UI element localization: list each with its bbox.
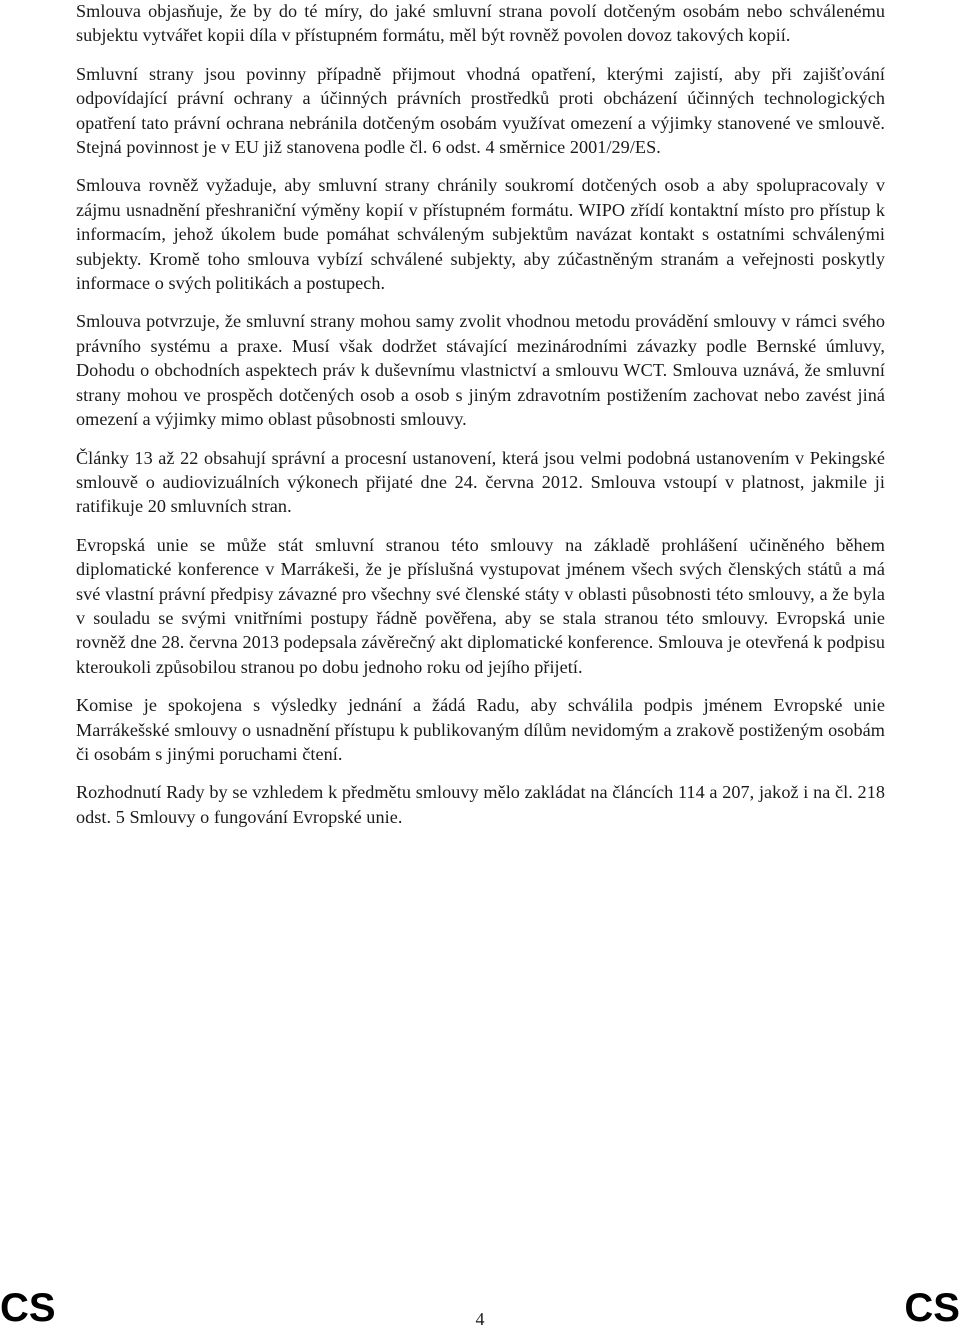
footer-language-code-left: CS <box>0 1286 56 1330</box>
document-body <box>76 0 885 843</box>
paragraph-implementation: Smlouva potvrzuje, že smluvní strany mohou samy zvolit vhodnou metodu provádění smlouvy v rámci svého právního systému a praxe. Musí však dodržet stávající mezinárodními závazky podle Bernské úmluvy, Dohodu o obchodních aspektech práv k duševnímu vlastnictví a smlouvu WCT. Smlouva uznává, že smluvní strany mohou ve prospěch dotčených osob a osob s jiným zdravotním postižením zachovat nebo zavést jiná omezení a výjimky mimo oblast působnosti smlouvy. <box>76 311 885 430</box>
paragraph-technological-measures: Smluvní strany jsou povinny případně přijmout vhodná opatření, kterými zajistí, aby při zajišťování odpovídající právní ochrany a účinných právních prostředků proti obcházení účinných technologických opatření tato právní ochrana nebránila dotčeným osobám využívat omezení a výjimky stanovené ve smlouvě. Stejná povinnost je v EU již stanovena podle čl. 6 odst. 4 směrnice 2001/29/ES. <box>76 63 885 158</box>
paragraph-privacy-cooperation: Smlouva rovněž vyžaduje, aby smluvní strany chránily soukromí dotčených osob a aby spolupracovaly v zájmu usnadnění přeshraniční výměny kopií v přístupném formátu. WIPO zřídí kontaktní místo pro přístup k informacím, jehož úkolem bude pomáhat schváleným subjektům navázat kontakt s ostatními schválenými subjekty. Kromě toho smlouva vybízí schválené subjekty, aby zúčastněným stranám a veřejnosti poskytly informace o svých politikách a postupech. <box>76 175 885 294</box>
page-number: 4 <box>475 1309 485 1329</box>
paragraph-council-decision: Rozhodnutí Rady by se vzhledem k předmětu smlouvy mělo zakládat na článcích 114 a 207, jakož i na čl. 218 odst. 5 Smlouvy o fungování Evropské unie. <box>76 782 885 827</box>
paragraph-import-of-copies: Smlouva objasňuje, že by do té míry, do jaké smluvní strana povolí dotčeným osobám nebo schválenému subjektu vytvářet kopii díla v přístupném formátu, měl být rovněž povolen dovoz takových kopií. <box>76 1 885 46</box>
paragraph-articles-13-22: Články 13 až 22 obsahují správní a procesní ustanovení, která jsou velmi podobná ustanovením v Pekingské smlouvě o audiovizuálních výkonech přijaté dne 24. června 2012. Smlouva vstoupí v platnost, jakmile ji ratifikuje 20 smluvních stran. <box>76 447 885 517</box>
paragraph-eu-party: Evropská unie se může stát smluvní stranou této smlouvy na základě prohlášení učiněného během diplomatické konference v Marrákeši, že je příslušná vystupovat jménem všech svých členských států a má své vlastní právní předpisy závazné pro všechny své členské státy v oblasti působnosti této smlouvy, a že byla v souladu se svými vnitřními postupy řádně pověřena, aby se stala stranou této smlouvy. Evropská unie rovněž dne 28. června 2013 podepsala závěrečný akt diplomatické konference. Smlouva je otevřená k podpisu kteroukoli způsobilou stranou po dobu jednoho roku od jejího přijetí. <box>76 534 885 677</box>
paragraph-commission: Komise je spokojena s výsledky jednání a žádá Radu, aby schválila podpis jménem Evropské unie Marrákešské smlouvy o usnadnění přístupu k publikovaným dílům nevidomým a zrakově postiženým osobám či osobám s jinými poruchami čtení. <box>76 695 885 764</box>
footer-language-code-right: CS <box>904 1286 960 1330</box>
